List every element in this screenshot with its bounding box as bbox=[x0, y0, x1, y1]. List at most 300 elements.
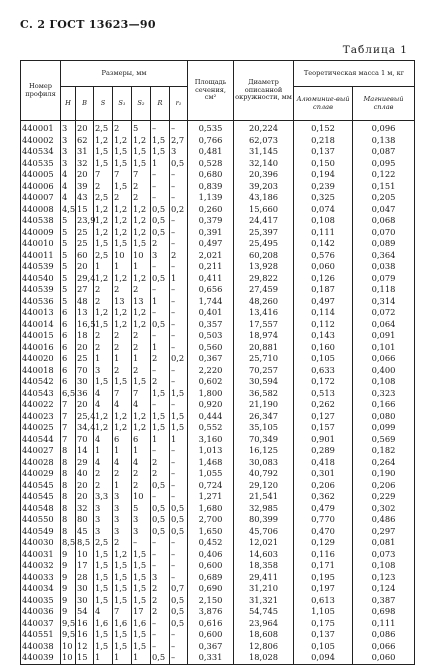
cell-mass-magnesium: 0,079 bbox=[353, 273, 415, 285]
cell-profile-number: 440034 bbox=[21, 583, 61, 595]
cell-s2: 1,5 bbox=[132, 572, 151, 584]
cell-area: 1,650 bbox=[188, 526, 234, 538]
cell-h: 10 bbox=[61, 641, 76, 653]
cell-area: 3,160 bbox=[188, 434, 234, 446]
cell-profile-number: 440006 bbox=[21, 181, 61, 193]
table-row bbox=[21, 480, 415, 492]
cell-r: – bbox=[151, 618, 170, 630]
cell-profile-number: 440023 bbox=[21, 411, 61, 423]
cell-r1: – bbox=[170, 572, 188, 584]
cell-r: 2 bbox=[151, 468, 170, 480]
cell-h: 5 bbox=[61, 215, 76, 227]
cell-mass-aluminium: 0,513 bbox=[294, 388, 353, 400]
cell-area: 0,211 bbox=[188, 261, 234, 273]
cell-s: 1,2 bbox=[94, 411, 113, 423]
cell-b: 36 bbox=[76, 388, 94, 400]
cell-area: 0,481 bbox=[188, 146, 234, 158]
table-row bbox=[21, 204, 415, 216]
cell-diameter: 26,347 bbox=[234, 411, 294, 423]
cell-s2: 2 bbox=[132, 342, 151, 354]
cell-profile-number: 440550 bbox=[21, 514, 61, 526]
cell-r: – bbox=[151, 445, 170, 457]
cell-b: 45 bbox=[76, 526, 94, 538]
cell-h: 7 bbox=[61, 411, 76, 423]
cell-s: 2 bbox=[94, 342, 113, 354]
cell-r1: – bbox=[170, 169, 188, 181]
table-row bbox=[21, 606, 415, 618]
table-row bbox=[21, 261, 415, 273]
cell-s: 4 bbox=[94, 434, 113, 446]
cell-s: 1,2 bbox=[94, 227, 113, 239]
cell-profile-number: 440035 bbox=[21, 595, 61, 607]
cell-diameter: 80,399 bbox=[234, 514, 294, 526]
cell-diameter: 54,745 bbox=[234, 606, 294, 618]
cell-s: 1,5 bbox=[94, 238, 113, 250]
cell-r: – bbox=[151, 261, 170, 273]
cell-b: 17 bbox=[76, 560, 94, 572]
cell-r1: – bbox=[170, 629, 188, 641]
cell-profile-number: 440005 bbox=[21, 169, 61, 181]
cell-mass-magnesium: 0,264 bbox=[353, 457, 415, 469]
cell-profile-number: 440038 bbox=[21, 641, 61, 653]
cell-r: – bbox=[151, 330, 170, 342]
cell-r1: – bbox=[170, 330, 188, 342]
table-row bbox=[21, 135, 415, 147]
cell-h: 7 bbox=[61, 434, 76, 446]
cell-s2: 1,2 bbox=[132, 422, 151, 434]
cell-diameter: 35,105 bbox=[234, 422, 294, 434]
cell-mass-aluminium: 0,239 bbox=[294, 181, 353, 193]
cell-r: 0,5 bbox=[151, 652, 170, 664]
cell-area: 0,600 bbox=[188, 629, 234, 641]
cell-mass-aluminium: 0,206 bbox=[294, 480, 353, 492]
cell-s: 4 bbox=[94, 606, 113, 618]
cell-s2: 1,2 bbox=[132, 273, 151, 285]
cell-area: 0,724 bbox=[188, 480, 234, 492]
header-h: H bbox=[61, 87, 76, 121]
cell-diameter: 21,190 bbox=[234, 399, 294, 411]
cell-b: 25 bbox=[76, 238, 94, 250]
cell-s: 2,5 bbox=[94, 537, 113, 549]
cell-r1: – bbox=[170, 560, 188, 572]
cell-r1: – bbox=[170, 342, 188, 354]
cell-mass-magnesium: 0,206 bbox=[353, 480, 415, 492]
cell-s2: 5 bbox=[132, 121, 151, 135]
cell-profile-number: 440031 bbox=[21, 549, 61, 561]
cell-diameter: 18,608 bbox=[234, 629, 294, 641]
cell-mass-aluminium: 0,901 bbox=[294, 434, 353, 446]
cell-profile-number: 440543 bbox=[21, 388, 61, 400]
cell-s: 2 bbox=[94, 284, 113, 296]
cell-b: 14 bbox=[76, 445, 94, 457]
cell-r: – bbox=[151, 549, 170, 561]
table-row bbox=[21, 572, 415, 584]
cell-s: 1,5 bbox=[94, 629, 113, 641]
header-profile: Номер профиля bbox=[21, 61, 61, 121]
table-row bbox=[21, 238, 415, 250]
cell-h: 5 bbox=[61, 261, 76, 273]
cell-s1: 1,2 bbox=[113, 227, 132, 239]
cell-s1: 1,5 bbox=[113, 560, 132, 572]
cell-s: 3,3 bbox=[94, 491, 113, 503]
cell-mass-aluminium: 0,171 bbox=[294, 560, 353, 572]
cell-mass-aluminium: 0,127 bbox=[294, 411, 353, 423]
cell-mass-aluminium: 0,479 bbox=[294, 503, 353, 515]
table-row bbox=[21, 526, 415, 538]
cell-profile-number: 440538 bbox=[21, 215, 61, 227]
cell-s2: 13 bbox=[132, 296, 151, 308]
cell-b: 12 bbox=[76, 641, 94, 653]
cell-h: 8 bbox=[61, 514, 76, 526]
cell-r1: – bbox=[170, 238, 188, 250]
cell-r1: – bbox=[170, 296, 188, 308]
cell-s1: 1,5 bbox=[113, 181, 132, 193]
table-row bbox=[21, 514, 415, 526]
cell-mass-aluminium: 0,112 bbox=[294, 319, 353, 331]
cell-s: 2,5 bbox=[94, 250, 113, 262]
header-aluminium: Алюминие-вый сплав bbox=[294, 87, 353, 121]
cell-mass-magnesium: 0,166 bbox=[353, 399, 415, 411]
cell-mass-aluminium: 0,325 bbox=[294, 192, 353, 204]
cell-b: 16,5 bbox=[77, 318, 96, 329]
table-row bbox=[21, 445, 415, 457]
cell-profile-number: 440536 bbox=[21, 296, 61, 308]
cell-diameter: 31,145 bbox=[234, 146, 294, 158]
cell-mass-magnesium: 0,080 bbox=[353, 411, 415, 423]
cell-r: 1 bbox=[151, 434, 170, 446]
cell-mass-aluminium: 0,105 bbox=[294, 641, 353, 653]
cell-area: 0,367 bbox=[188, 353, 234, 365]
cell-s1: 1,5 bbox=[113, 583, 132, 595]
cell-r1: – bbox=[170, 181, 188, 193]
cell-mass-magnesium: 0,108 bbox=[353, 376, 415, 388]
cell-h: 9 bbox=[61, 583, 76, 595]
table-row bbox=[21, 365, 415, 377]
cell-r1: 1,5 bbox=[170, 411, 188, 423]
cell-s2: 1,2 bbox=[132, 204, 151, 216]
table-row bbox=[21, 376, 415, 388]
cell-mass-magnesium: 0,086 bbox=[353, 629, 415, 641]
cell-s1: 7 bbox=[113, 169, 132, 181]
cell-s1: 13 bbox=[113, 296, 132, 308]
cell-b: 60 bbox=[76, 250, 94, 262]
cell-r: 1,5 bbox=[151, 422, 170, 434]
cell-mass-magnesium: 0,124 bbox=[353, 583, 415, 595]
cell-r1: 0,5 bbox=[170, 595, 188, 607]
table-row bbox=[21, 192, 415, 204]
cell-diameter: 12,806 bbox=[234, 641, 294, 653]
cell-r: – bbox=[151, 307, 170, 319]
cell-mass-magnesium: 0,323 bbox=[353, 388, 415, 400]
table-row bbox=[21, 121, 415, 135]
cell-r: 0,5 bbox=[151, 204, 170, 216]
cell-s1: 1,2 bbox=[113, 422, 132, 434]
cell-r: – bbox=[151, 399, 170, 411]
table-row bbox=[21, 342, 415, 354]
cell-r1: 1,5 bbox=[170, 422, 188, 434]
table-row bbox=[21, 227, 415, 239]
cell-b: 70 bbox=[76, 365, 94, 377]
cell-s2: 2 bbox=[132, 284, 151, 296]
header-magnesium: Магниевый сплав bbox=[353, 87, 415, 121]
header-area: Площадь сечения, см² bbox=[188, 61, 234, 121]
cell-s1: 1,2 bbox=[113, 215, 132, 227]
cell-mass-magnesium: 0,302 bbox=[353, 503, 415, 515]
cell-diameter: 15,660 bbox=[234, 204, 294, 216]
cell-mass-magnesium: 0,108 bbox=[353, 560, 415, 572]
cell-r1: – bbox=[170, 468, 188, 480]
cell-mass-aluminium: 0,137 bbox=[294, 146, 353, 158]
cell-s1: 2 bbox=[113, 192, 132, 204]
cell-b: 10 bbox=[76, 549, 94, 561]
cell-area: 0,260 bbox=[188, 204, 234, 216]
cell-s2: 1 bbox=[132, 261, 151, 273]
cell-diameter: 18,358 bbox=[234, 560, 294, 572]
cell-diameter: 30,083 bbox=[234, 457, 294, 469]
cell-s1: 1 bbox=[113, 353, 132, 365]
cell-r: – bbox=[151, 169, 170, 181]
cell-mass-aluminium: 0,362 bbox=[294, 491, 353, 503]
cell-s1: 2 bbox=[113, 468, 132, 480]
table-row bbox=[21, 560, 415, 572]
cell-mass-magnesium: 0,073 bbox=[353, 549, 415, 561]
cell-r: 0,5 bbox=[151, 227, 170, 239]
cell-diameter: 13,416 bbox=[234, 307, 294, 319]
cell-diameter: 16,125 bbox=[234, 445, 294, 457]
table-body bbox=[21, 121, 415, 665]
cell-r: 0,5 bbox=[151, 319, 170, 331]
cell-s1: 3 bbox=[113, 514, 132, 526]
cell-r: – bbox=[151, 560, 170, 572]
cell-s1: 3 bbox=[113, 503, 132, 515]
profiles-table bbox=[20, 60, 415, 665]
cell-diameter: 60,208 bbox=[234, 250, 294, 262]
cell-h: 8 bbox=[61, 457, 76, 469]
cell-s2: 1,5 bbox=[132, 376, 151, 388]
cell-r1: – bbox=[170, 537, 188, 549]
cell-s2: 4 bbox=[132, 457, 151, 469]
cell-r: 2 bbox=[151, 457, 170, 469]
cell-diameter: 31,210 bbox=[234, 583, 294, 595]
cell-mass-magnesium: 0,072 bbox=[353, 307, 415, 319]
cell-r1: 0,5 bbox=[170, 503, 188, 515]
cell-area: 0,444 bbox=[188, 411, 234, 423]
cell-s: 4 bbox=[94, 399, 113, 411]
cell-diameter: 32,985 bbox=[234, 503, 294, 515]
cell-s: 3 bbox=[94, 365, 113, 377]
table-row bbox=[21, 595, 415, 607]
cell-b: 20 bbox=[76, 342, 94, 354]
cell-area: 0,452 bbox=[188, 537, 234, 549]
cell-s1: 1 bbox=[113, 480, 132, 492]
cell-diameter: 25,397 bbox=[234, 227, 294, 239]
cell-b: 28 bbox=[76, 572, 94, 584]
cell-diameter: 29,120 bbox=[234, 480, 294, 492]
cell-r: 0,5 bbox=[151, 503, 170, 515]
cell-mass-aluminium: 0,116 bbox=[294, 549, 353, 561]
cell-profile-number: 440022 bbox=[21, 399, 61, 411]
cell-b: 16 bbox=[76, 618, 94, 630]
table-row bbox=[21, 629, 415, 641]
cell-s1: 2 bbox=[113, 284, 132, 296]
cell-r: – bbox=[151, 121, 170, 135]
table-row bbox=[21, 491, 415, 503]
cell-mass-aluminium: 0,137 bbox=[294, 629, 353, 641]
cell-profile-number: 440545 bbox=[21, 480, 61, 492]
cell-r: 2 bbox=[151, 595, 170, 607]
cell-b: 48 bbox=[76, 296, 94, 308]
cell-r1: 0,5 bbox=[170, 158, 188, 170]
cell-area: 0,689 bbox=[188, 572, 234, 584]
cell-r1: – bbox=[170, 480, 188, 492]
cell-s2: 1,6 bbox=[132, 618, 151, 630]
cell-s: 2,5 bbox=[94, 192, 113, 204]
table-row bbox=[21, 181, 415, 193]
cell-s2: 10 bbox=[132, 491, 151, 503]
cell-mass-aluminium: 0,197 bbox=[294, 583, 353, 595]
cell-s2: 1,2 bbox=[132, 227, 151, 239]
cell-area: 0,680 bbox=[188, 169, 234, 181]
cell-s: 2 bbox=[94, 181, 113, 193]
cell-h: 8 bbox=[61, 445, 76, 457]
cell-b: 62 bbox=[76, 135, 94, 147]
cell-r: 0,5 bbox=[151, 215, 170, 227]
cell-s2: 1 bbox=[132, 445, 151, 457]
cell-r: – bbox=[151, 641, 170, 653]
cell-area: 0,560 bbox=[188, 342, 234, 354]
cell-area: 0,497 bbox=[188, 238, 234, 250]
cell-b: 39 bbox=[76, 181, 94, 193]
cell-r: 2 bbox=[151, 583, 170, 595]
cell-diameter: 45,706 bbox=[234, 526, 294, 538]
cell-s2: 1,5 bbox=[132, 549, 151, 561]
cell-r1: 1,5 bbox=[170, 388, 188, 400]
cell-area: 2,150 bbox=[188, 595, 234, 607]
cell-r1: – bbox=[170, 365, 188, 377]
cell-mass-magnesium: 0,068 bbox=[353, 215, 415, 227]
cell-area: 0,839 bbox=[188, 181, 234, 193]
cell-mass-aluminium: 0,289 bbox=[294, 445, 353, 457]
cell-h: 4 bbox=[61, 192, 76, 204]
cell-s2: 1,5 bbox=[132, 238, 151, 250]
cell-s: 1,5 bbox=[94, 146, 113, 158]
cell-r: – bbox=[151, 537, 170, 549]
cell-s1: 1,5 bbox=[113, 641, 132, 653]
cell-profile-number: 440025 bbox=[21, 422, 61, 434]
cell-s: 1,2 bbox=[94, 307, 113, 319]
cell-s: 3 bbox=[94, 526, 113, 538]
cell-s: 4 bbox=[94, 457, 113, 469]
cell-s1: 1,5 bbox=[113, 238, 132, 250]
cell-b: 32 bbox=[76, 503, 94, 515]
cell-r1: 0,5 bbox=[170, 526, 188, 538]
cell-diameter: 30,594 bbox=[234, 376, 294, 388]
cell-profile-number: 440029 bbox=[21, 468, 61, 480]
cell-area: 0,528 bbox=[188, 158, 234, 170]
cell-r: – bbox=[151, 181, 170, 193]
cell-diameter: 70,257 bbox=[234, 365, 294, 377]
cell-mass-magnesium: 0,122 bbox=[353, 169, 415, 181]
table-row bbox=[21, 353, 415, 365]
cell-r1: 0,5 bbox=[170, 514, 188, 526]
cell-h: 9,5 bbox=[62, 629, 76, 639]
table-row bbox=[21, 146, 415, 158]
cell-area: 0,411 bbox=[188, 273, 234, 285]
cell-s2: 2 bbox=[132, 330, 151, 342]
cell-profile-number: 440544 bbox=[21, 434, 61, 446]
cell-s2: 1,5 bbox=[132, 583, 151, 595]
cell-h: 3 bbox=[61, 158, 76, 170]
cell-h: 6 bbox=[61, 307, 76, 319]
cell-r1: – bbox=[170, 192, 188, 204]
cell-r1: – bbox=[170, 284, 188, 296]
cell-r: 2 bbox=[151, 238, 170, 250]
cell-r: 0,5 bbox=[151, 514, 170, 526]
cell-profile-number: 440013 bbox=[21, 307, 61, 319]
cell-s2: 7 bbox=[132, 169, 151, 181]
cell-mass-aluminium: 0,160 bbox=[294, 342, 353, 354]
cell-s1: 7 bbox=[113, 606, 132, 618]
cell-area: 1,013 bbox=[188, 445, 234, 457]
cell-s1: 1,2 bbox=[113, 204, 132, 216]
cell-diameter: 12,021 bbox=[234, 537, 294, 549]
cell-h: 6 bbox=[61, 353, 76, 365]
cell-r: 3 bbox=[151, 572, 170, 584]
cell-mass-magnesium: 0,364 bbox=[353, 250, 415, 262]
cell-h: 9 bbox=[61, 606, 76, 618]
cell-r: – bbox=[151, 365, 170, 377]
cell-mass-aluminium: 0,195 bbox=[294, 572, 353, 584]
cell-r1: – bbox=[170, 307, 188, 319]
cell-b: 25 bbox=[76, 353, 94, 365]
table-row bbox=[21, 388, 415, 400]
cell-profile-number: 440539 bbox=[21, 261, 61, 273]
cell-profile-number: 440549 bbox=[21, 526, 61, 538]
cell-b: 27 bbox=[76, 284, 94, 296]
cell-s1: 3 bbox=[113, 526, 132, 538]
cell-mass-magnesium: 0,229 bbox=[353, 491, 415, 503]
table-row bbox=[21, 583, 415, 595]
cell-h: 7 bbox=[61, 422, 76, 434]
cell-r: 1 bbox=[151, 296, 170, 308]
cell-profile-number: 440018 bbox=[21, 365, 61, 377]
cell-s: 2 bbox=[94, 330, 113, 342]
cell-area: 0,367 bbox=[188, 641, 234, 653]
cell-b: 25,4 bbox=[77, 410, 96, 421]
cell-mass-magnesium: 0,089 bbox=[353, 238, 415, 250]
cell-s1: 2 bbox=[113, 121, 132, 135]
cell-s: 1,5 bbox=[94, 572, 113, 584]
cell-profile-number: 440020 bbox=[21, 353, 61, 365]
cell-mass-aluminium: 0,633 bbox=[294, 365, 353, 377]
table-row bbox=[21, 319, 415, 331]
cell-mass-magnesium: 0,182 bbox=[353, 445, 415, 457]
cell-diameter: 39,203 bbox=[234, 181, 294, 193]
cell-s: 1,2 bbox=[94, 273, 113, 285]
cell-s2: 2 bbox=[132, 468, 151, 480]
cell-mass-aluminium: 0,301 bbox=[294, 468, 353, 480]
cell-profile-number: 440016 bbox=[21, 342, 61, 354]
cell-r1: – bbox=[170, 641, 188, 653]
cell-s1: 1,2 bbox=[113, 411, 132, 423]
cell-r1: – bbox=[170, 261, 188, 273]
table-row bbox=[21, 250, 415, 262]
cell-b: 29,4 bbox=[77, 272, 96, 283]
cell-r: – bbox=[151, 192, 170, 204]
cell-mass-aluminium: 1,105 bbox=[294, 606, 353, 618]
table-row bbox=[21, 457, 415, 469]
cell-profile-number: 440037 bbox=[21, 618, 61, 630]
